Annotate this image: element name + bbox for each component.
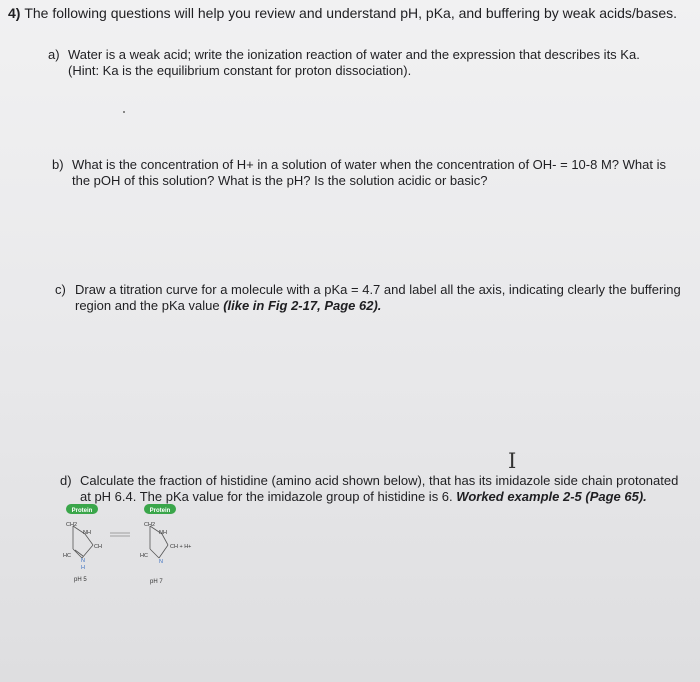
question-a — [48, 47, 688, 79]
protein-badge-left-label: Protein — [71, 508, 93, 514]
question-a-line2: (Hint: Ka is the equilibrium constant for proton dissociation). — [68, 63, 412, 78]
ch2-label-left: CH2 — [66, 522, 78, 528]
nh-label-right: NH — [159, 530, 167, 536]
question-c-line2: region and the pKa value — [75, 298, 220, 313]
equilibrium-arrow-icon — [110, 533, 130, 536]
ph5-label: pH 5 — [74, 577, 87, 583]
question-b-label: b) — [52, 157, 64, 172]
protein-badge-right-label: Protein — [149, 508, 171, 514]
text-cursor-icon: I — [508, 449, 517, 473]
stray-dot — [123, 111, 125, 113]
question-d-label: d) — [60, 473, 72, 488]
ch2-label-right: CH2 — [144, 522, 156, 528]
ph7-label: pH 7 — [150, 579, 163, 585]
n-label-left: N — [81, 558, 85, 564]
h-label-left: H — [81, 565, 85, 571]
hc-label-left: HC — [63, 553, 71, 559]
question-b-line2: the pOH of this solution? What is the pH? Is the solution acidic or basic? — [72, 173, 488, 188]
question-c-line1: Draw a titration curve for a molecule with a pKa = 4.7 and label all the axis, indicating clearly the buffering — [75, 282, 681, 297]
question-b — [52, 157, 692, 189]
ch-label-left: CH — [94, 544, 102, 550]
question-a-line1: Water is a weak acid; write the ionization reaction of water and the expression that describes its Ka. — [68, 47, 640, 62]
nh-label-left: NH — [83, 530, 91, 536]
histidine-structure-diagram — [60, 500, 220, 592]
question-b-line1: What is the concentration of H+ in a solution of water when the concentration of OH- = 10-8 M? What is — [72, 157, 666, 172]
question-a-label: a) — [48, 47, 60, 62]
question-c-reference: (like in Fig 2-17, Page 62). — [223, 298, 382, 313]
hc-label-right: HC — [140, 553, 148, 559]
question-d-line1: Calculate the fraction of histidine (amino acid shown below), that has its imidazole side chain protonated — [80, 473, 679, 488]
question-c — [55, 282, 685, 314]
question-d-reference: Worked example 2-5 (Page 65). — [456, 489, 647, 504]
question-number: 4) — [8, 5, 21, 21]
ch-plus-h-label: CH + H+ — [170, 544, 192, 550]
question-c-label: c) — [55, 282, 66, 297]
question-4-text: The following questions will help you review and understand pH, pKa, and buffering by weak acids/bases. — [24, 5, 678, 21]
question-d-line2: at pH 6.4. The pKa value for the imidazole group of histidine is 6. — [80, 489, 453, 504]
question-4-title — [8, 5, 677, 21]
n-label-right: N — [159, 559, 163, 565]
